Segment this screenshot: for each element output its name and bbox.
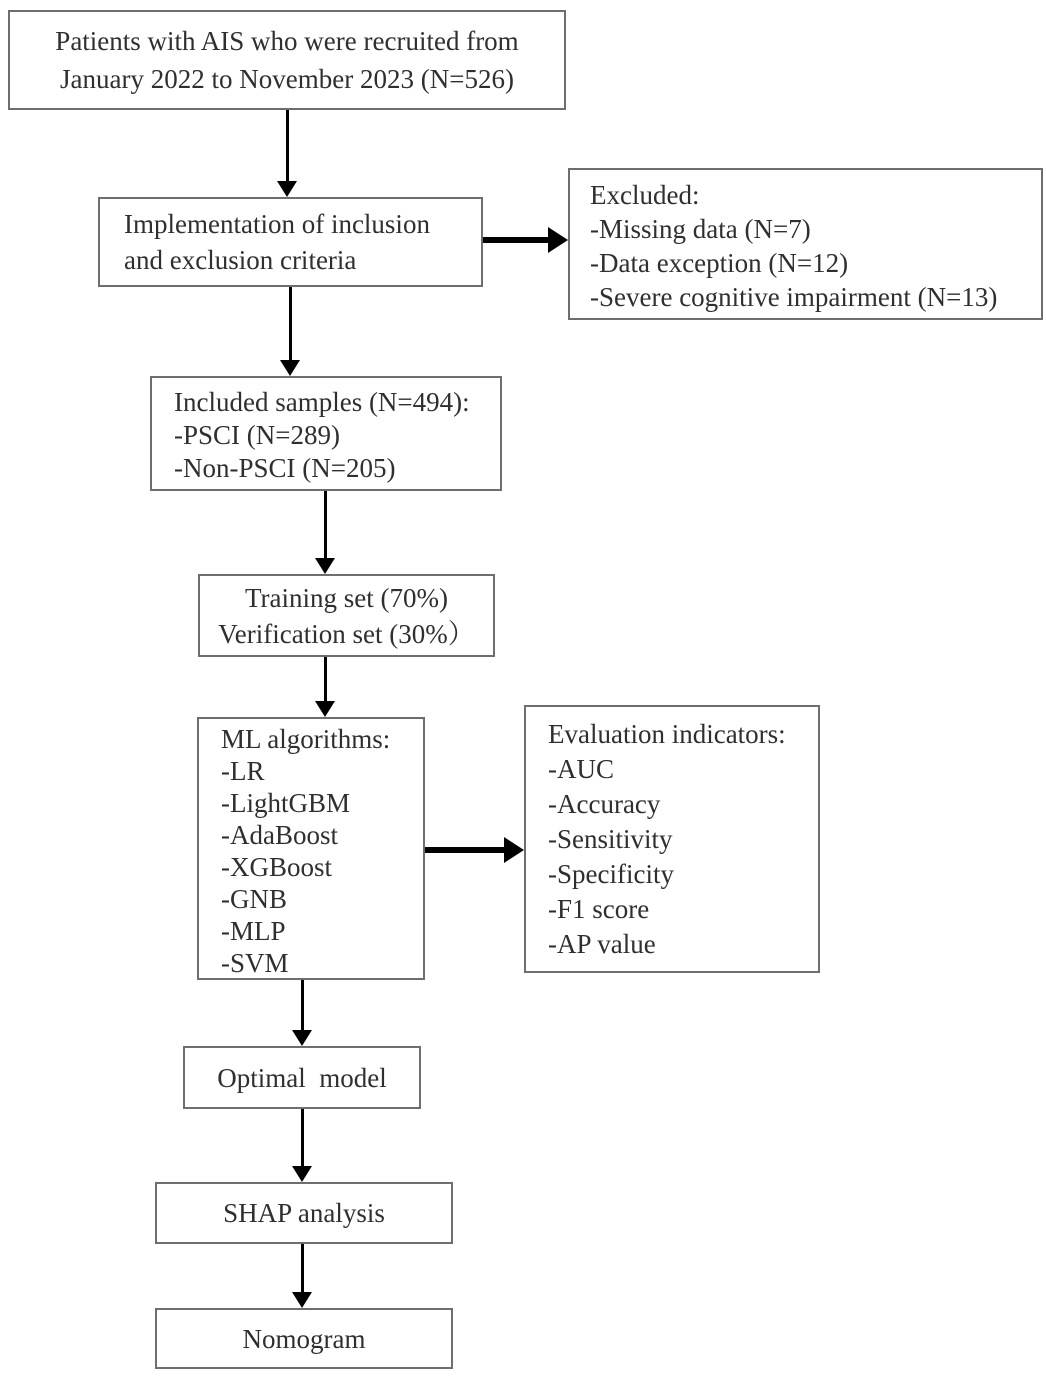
recruited-box <box>8 10 566 110</box>
arrow-shaft <box>289 287 292 363</box>
arrow-head <box>315 701 335 717</box>
ml-line: -MLP <box>221 916 286 946</box>
evaluation-line: -AUC <box>548 754 614 784</box>
shap-line: SHAP analysis <box>223 1198 385 1228</box>
evaluation-box <box>524 705 820 973</box>
ml-line: -LR <box>221 756 265 786</box>
arrow-head <box>277 181 297 197</box>
optimal-line: Optimal model <box>217 1062 387 1093</box>
arrow-shap-to-nomogram <box>292 1244 312 1308</box>
arrow-shaft <box>483 237 550 243</box>
nomogram-box <box>155 1308 453 1369</box>
included-line: -PSCI (N=289) <box>174 420 340 450</box>
criteria-line: Implementation of inclusion <box>124 209 430 239</box>
ml-line: -LightGBM <box>221 788 351 818</box>
arrow-shaft <box>324 657 327 704</box>
arrow-head <box>504 837 524 863</box>
recruited-line: Patients with AIS who were recruited from <box>55 26 519 56</box>
included-line: Included samples (N=494): <box>174 387 470 417</box>
split-line: Verification set (30%） <box>218 618 475 649</box>
arrow-criteria-to-included <box>280 287 300 376</box>
arrow-ml-to-evaluation <box>425 826 524 874</box>
ml-line: -AdaBoost <box>221 820 338 850</box>
evaluation-line: -Accuracy <box>548 789 661 819</box>
arrow-recruited-to-criteria <box>277 110 297 197</box>
evaluation-line: -F1 score <box>548 894 650 924</box>
split-box <box>198 574 495 657</box>
arrow-shaft <box>301 1244 304 1295</box>
ml-line: -SVM <box>221 948 289 978</box>
optimal-model-box <box>183 1046 421 1109</box>
excluded-line: -Data exception (N=12) <box>590 248 849 278</box>
evaluation-line: -Specificity <box>548 859 674 889</box>
excluded-line: Excluded: <box>590 180 700 210</box>
arrow-head <box>548 227 568 253</box>
arrow-shaft <box>301 1109 304 1169</box>
arrow-optimal-to-shap <box>292 1109 312 1182</box>
nomogram-line: Nomogram <box>242 1323 366 1354</box>
recruited-line: January 2022 to November 2023 (N=526) <box>60 64 514 94</box>
arrow-head <box>292 1292 312 1308</box>
arrow-shaft <box>286 110 289 184</box>
shap-analysis-box <box>155 1182 453 1244</box>
arrow-head <box>292 1166 312 1182</box>
arrow-shaft <box>425 847 506 853</box>
arrow-shaft <box>324 491 327 561</box>
arrow-split-to-ml <box>315 657 335 717</box>
arrow-head <box>280 360 300 376</box>
arrow-criteria-to-excluded <box>483 216 568 264</box>
arrow-head <box>292 1030 312 1046</box>
arrow-shaft <box>301 980 304 1033</box>
arrow-included-to-split <box>315 491 335 574</box>
ml-line: -XGBoost <box>221 852 333 882</box>
ml-algorithms-box <box>197 717 425 980</box>
excluded-line: -Severe cognitive impairment (N=13) <box>590 282 998 312</box>
excluded-line: -Missing data (N=7) <box>590 214 811 244</box>
criteria-line: and exclusion criteria <box>124 245 357 275</box>
included-box <box>150 376 502 491</box>
split-line: Training set (70%) <box>245 582 448 613</box>
evaluation-line: -AP value <box>548 929 656 959</box>
ml-line: ML algorithms: <box>221 724 391 754</box>
evaluation-line: Evaluation indicators: <box>548 719 786 749</box>
evaluation-line: -Sensitivity <box>548 824 673 854</box>
included-line: -Non-PSCI (N=205) <box>174 453 396 483</box>
ml-line: -GNB <box>221 884 287 914</box>
criteria-box <box>98 197 483 287</box>
arrow-head <box>315 558 335 574</box>
excluded-box <box>568 168 1043 320</box>
arrow-ml-to-optimal <box>292 980 312 1046</box>
